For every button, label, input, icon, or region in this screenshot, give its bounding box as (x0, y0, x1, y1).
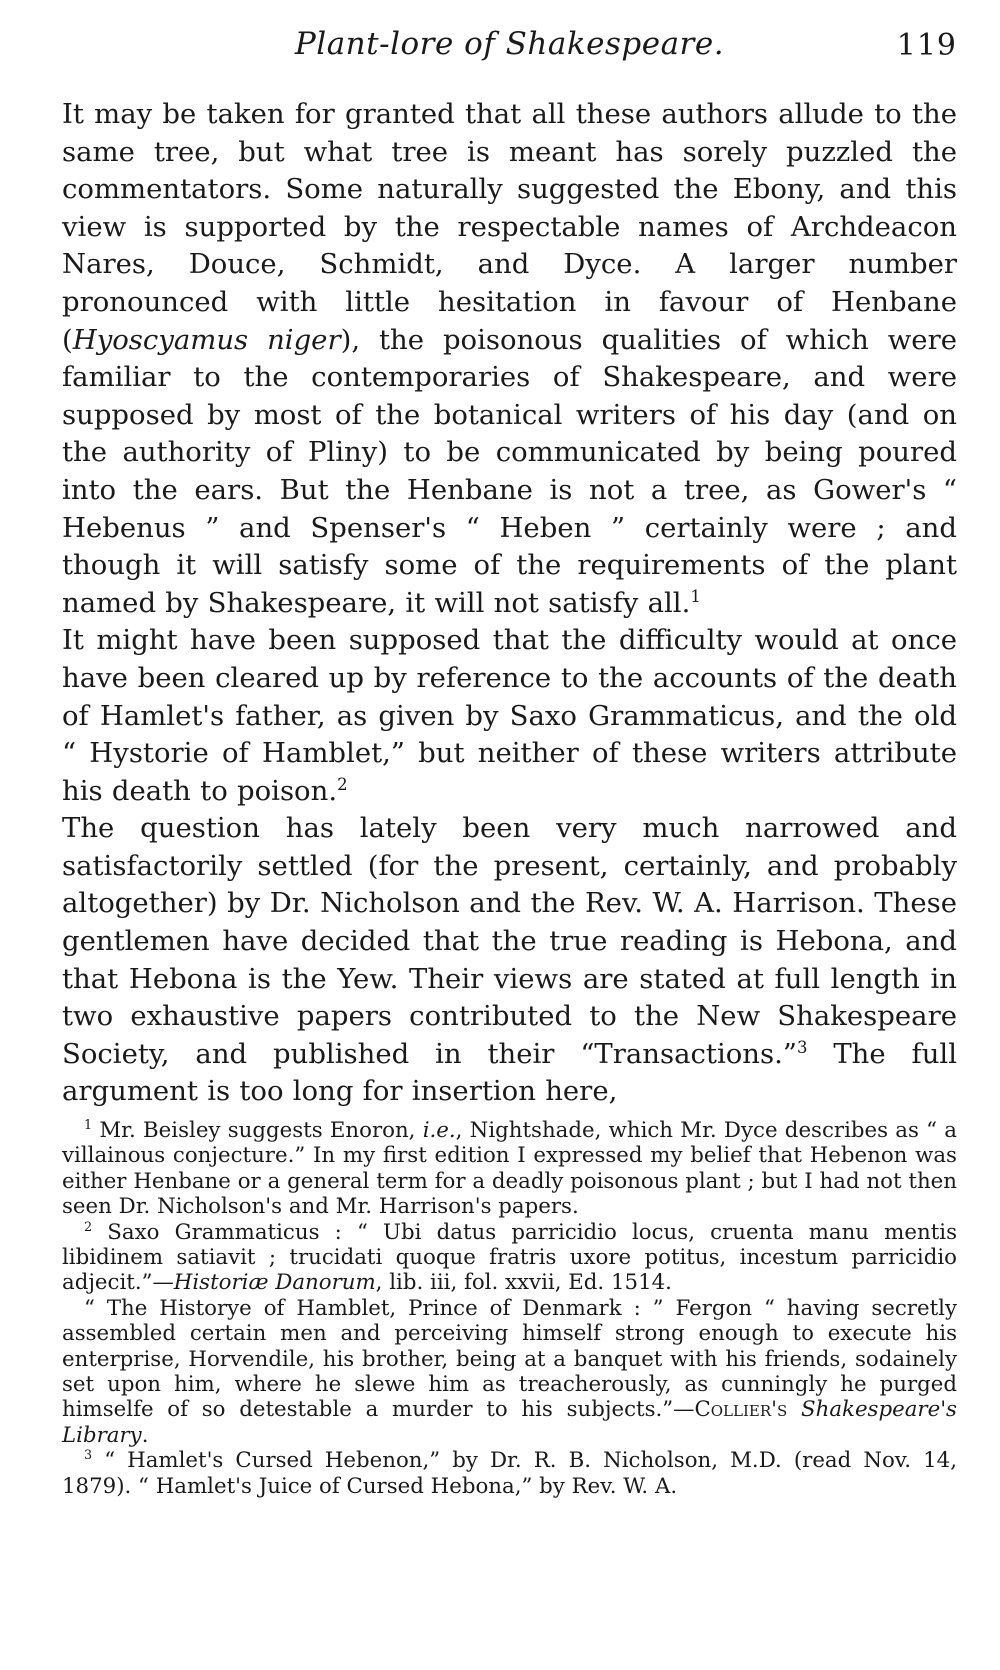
footnote-mark-3: 3 (84, 1448, 93, 1464)
paragraph-3-text-b: The full argument is too long for insertion here, (62, 1037, 958, 1108)
footnote-1 (62, 1118, 957, 1220)
footnote-ref-3: 3 (796, 1037, 808, 1057)
footnote-2-source: Historiæ Danorum (173, 1270, 376, 1296)
footnote-3 (62, 1448, 957, 1499)
paragraph-1-text-b: ), the poisonous qualities of which were familiar to the contemporaries of Shakespeare, and were supposed by most of the botanical writers of his day (and on the authority of Pliny) to be communicated by being poured into the ears. But the Henbane is not a tree, as Gower's “ Hebenus ” and Spenser's “ Heben ” certainly were ; and though it will satisfy some of the requirements of the plant named by Shakespeare, it will not satisfy all. (62, 323, 957, 619)
footnote-ref-2: 2 (337, 774, 348, 794)
footnote-1-text-b: , Nightshade, which Mr. Dyce describes as “ a villainous conjecture.” In my first edition I expressed my belief that Hebenon was either Henbane or a general term for a deadly poisonous plant ; but I had not then seen Dr. Nicholson's and Mr. Harrison's papers. (62, 1118, 957, 1220)
footnote-mark-2: 2 (84, 1219, 93, 1235)
paragraph-3 (62, 810, 957, 1111)
running-title: Plant-lore of Shakespeare. (294, 26, 725, 62)
footnote-1-text-a: Mr. Beisley suggests Enoron, (92, 1118, 423, 1143)
page-number: 119 (896, 28, 957, 63)
footnotes (62, 1118, 957, 1499)
footnote-2 (62, 1220, 957, 1296)
species-name: Hyoscyamus niger (72, 323, 341, 356)
paragraph-1-text-a: It may be taken for granted that all these authors allude to the same tree, but what tree is meant has sorely puzzled the commentators. Some naturally suggested the Ebony, and this view is supported by the respectable names of Archdeacon Nares, Douce, Schmidt, and Dyce. A larger number pronounced with little hesitation in favour of Henbane ( (62, 98, 957, 356)
footnote-2b-author: Collier's (694, 1397, 788, 1423)
page-header (62, 26, 957, 70)
paragraph-3-text-a: The question has lately been very much narrowed and satisfactorily settled (for the present, certainly, and probably altogether) by Dr. Nicholson and the Rev. W. A. Harrison. These gentlemen have decided that the true reading is Hebona, and that Hebona is the Yew. Their views are stated at full length in two exhaustive papers contributed to the New Shakespeare Society, and published in their “Transactions.” (62, 812, 957, 1070)
paragraph-1 (62, 96, 957, 622)
footnote-1-ie: i.e. (422, 1118, 456, 1143)
footnote-ref-1: 1 (690, 586, 701, 606)
footnote-2-text-b: , lib. iii, fol. xxvii, Ed. 1514. (375, 1270, 672, 1296)
footnote-2-continued (62, 1296, 957, 1448)
footnote-3-text: “ Hamlet's Cursed Hebenon,” by Dr. R. B. Nicholson, M.D. (read Nov. 14, 1879). “ Hamlet's Juice of Cursed Hebona,” by Rev. W. A. (62, 1448, 957, 1499)
footnote-2-text-a: Saxo Grammaticus : “ Ubi datus parricidio locus, cruenta manu mentis libidinem satiavit ; trucidati quoque fratris uxore potitus, incestum parricidio adjecit.”— (62, 1219, 957, 1296)
paragraph-2 (62, 622, 957, 810)
paragraph-2-text: It might have been supposed that the difficulty would at once have been cleared up by reference to the accounts of the death of Hamlet's father, as given by Saxo Grammaticus, and the old “ Hystorie of Hamblet,” but neither of these writers attribute his death to poison. (62, 624, 957, 807)
footnote-2b-text-b: . (141, 1422, 149, 1448)
footnote-mark-1: 1 (84, 1117, 93, 1133)
footnote-2b-source: Shakespeare's Library (62, 1397, 957, 1448)
footnote-2b-text-a: “ The Historye of Hamblet, Prince of Denmark : ” Fergon “ having secretly assembled certain men and perceiving himself strong enough to execute his enterprise, Horvendile, his brother, being at a banquet with his friends, sodainely set upon him, where he slewe him as treacherously, as cunningly he purged himselfe of so detestable a murder to his subjects.”— (62, 1295, 957, 1423)
body-text (62, 96, 957, 1111)
